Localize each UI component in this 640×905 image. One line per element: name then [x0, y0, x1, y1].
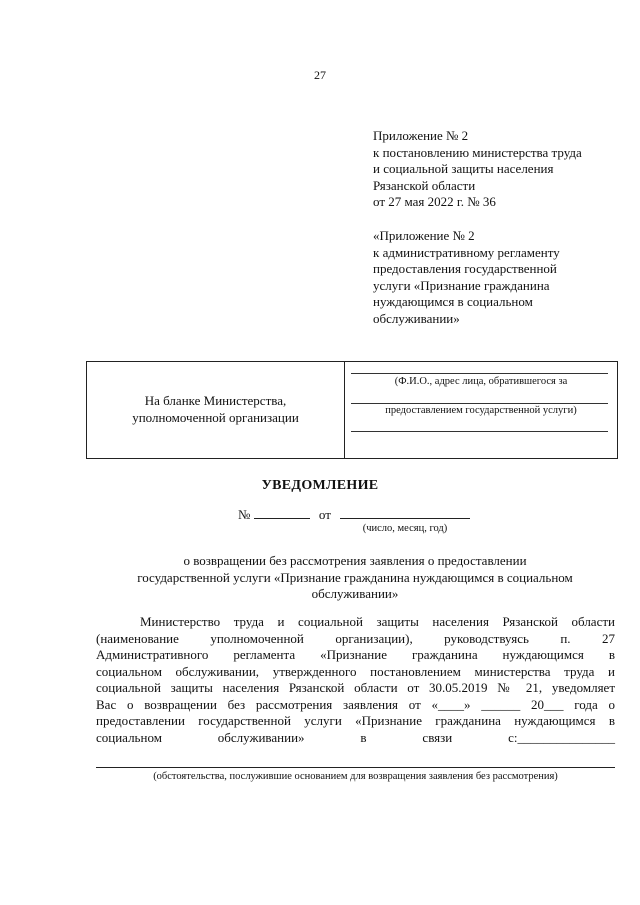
from-label: от [318, 507, 331, 522]
subject-line: о возвращении без рассмотрения заявления о предоставлении [183, 553, 527, 568]
body-line: социальном обслуживании, утвержденного постановлением министерства труда и [96, 664, 615, 679]
appendix-line: Рязанской области [373, 177, 476, 193]
body-line: Административного регламента «Признание гражданина нуждающимся в [96, 647, 615, 662]
recipient-caption: (Ф.И.О., адрес лица, обратившегося за [394, 376, 568, 387]
letterhead-placeholder [87, 392, 344, 426]
recipient-fill-line [351, 403, 608, 404]
recipient-fill-line [351, 373, 608, 374]
number-field [254, 506, 310, 519]
appendix-line: Приложение № 2 [373, 128, 469, 143]
appendix-regulation-line: к административному регламенту [373, 244, 560, 260]
body-line: социальном обслуживании» в связи с:_______________ [96, 730, 615, 745]
recipient-caption: предоставлением государственной услуги) [385, 405, 577, 416]
letterhead-line: На бланке Министерства, [144, 393, 287, 408]
notice-subject [90, 553, 620, 603]
number-label: № [238, 507, 251, 522]
body-line: Министерство труда и социальной защиты населения Рязанской области [140, 614, 615, 629]
notice-title: УВЕДОМЛЕНИЕ [261, 478, 379, 493]
subject-line: государственной услуги «Признание гражданина нуждающимся в социальном [137, 569, 573, 585]
appendix-regulation-line: предоставления государственной [373, 261, 557, 276]
subject-line: обслуживании» [311, 586, 399, 601]
recipient-fill-line [351, 431, 608, 432]
body-line: предоставлении государственной услуги «Признание гражданина нуждающимся в [96, 713, 615, 728]
body-line: Вас о возвращении без рассмотрения заявления от «____» ______ 20___ года о [96, 697, 615, 712]
letterhead-line: уполномоченной организации [132, 410, 299, 425]
appendix-regulation-line: «Приложение № 2 [373, 228, 475, 243]
appendix-regulation-line: нуждающимся в социальном [373, 294, 533, 309]
body-line: социальной защиты населения Рязанской области от 30.05.2019 № 21, уведомляет [96, 680, 615, 695]
appendix-line: к постановлению министерства труда [373, 144, 582, 160]
body-line: (наименование уполномоченной организации), руководствуясь п. 27 [96, 631, 615, 646]
date-caption: (число, месяц, год) [362, 523, 448, 534]
appendix-header [373, 128, 582, 211]
circumstances-fill-line [96, 767, 615, 768]
page-number: 27 [314, 68, 326, 82]
appendix-regulation-line: услуги «Признание гражданина [373, 277, 550, 293]
appendix-line: и социальной защиты населения [373, 161, 554, 176]
date-field [340, 506, 470, 519]
circumstances-caption: (обстоятельства, послужившие основанием для возвращения заявления без рассмотрения) [153, 771, 558, 782]
appendix-regulation [373, 228, 560, 327]
appendix-line: от 27 мая 2022 г. № 36 [373, 194, 496, 209]
notice-number-line [238, 506, 470, 523]
appendix-regulation-line: обслуживании» [373, 310, 460, 326]
